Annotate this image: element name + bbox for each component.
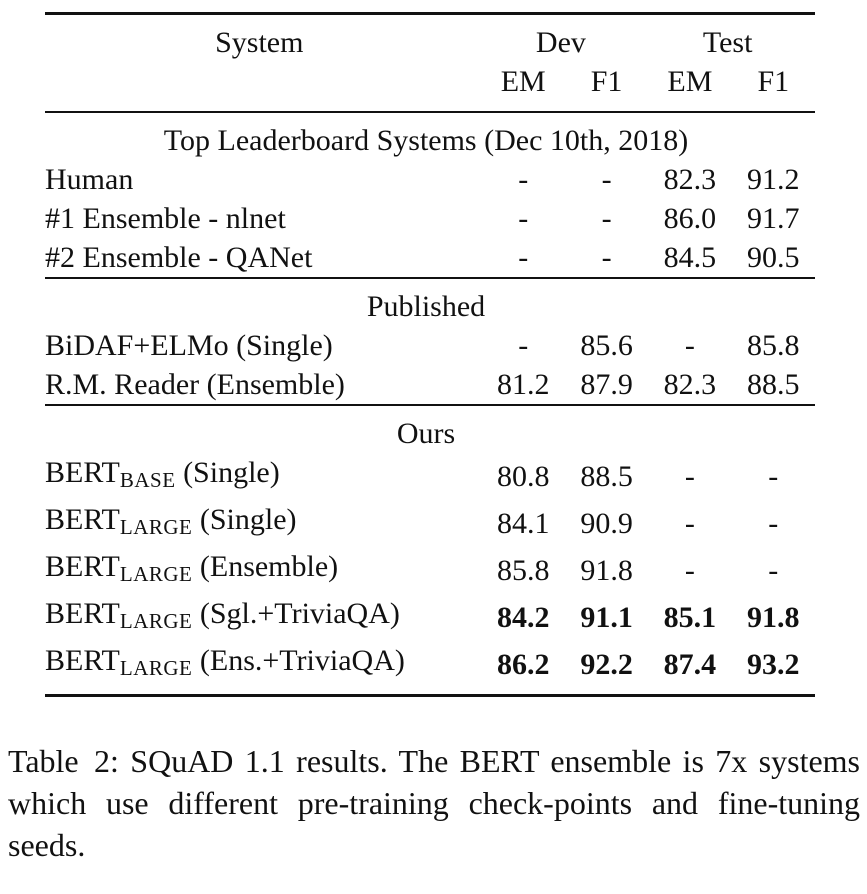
model-size-subscript: LARGE: [119, 609, 193, 633]
table-row: [45, 453, 815, 500]
system-name-cell: [45, 547, 482, 594]
section-header-row: [45, 278, 815, 326]
test-em-cell: 82.3: [663, 163, 717, 196]
table-caption: [8, 740, 860, 866]
test-f1-cell: -: [768, 507, 779, 540]
test-em-cell: -: [684, 554, 695, 587]
test-em-cell: 84.5: [663, 241, 717, 274]
system-variant: (Single): [192, 503, 297, 536]
header-row-2: [45, 62, 815, 112]
test-em-cell: 82.3: [663, 368, 717, 401]
system-variant: (Ens.+TriviaQA): [192, 644, 405, 677]
system-variant: (Ensemble): [192, 550, 339, 583]
system-name-cell: [45, 594, 482, 641]
table-row: [45, 326, 815, 365]
dev-em-cell: -: [518, 202, 529, 235]
model-size-subscript: BASE: [119, 468, 176, 492]
dev-em-cell: 84.1: [496, 507, 550, 540]
test-f1-cell: 88.5: [747, 368, 800, 401]
system-name: #1 Ensemble - nlnet: [45, 202, 286, 235]
test-em-cell: 86.0: [663, 202, 717, 235]
dev-em-cell: -: [518, 163, 529, 196]
dev-f1-cell: -: [601, 241, 612, 274]
table-row: [45, 365, 815, 405]
test-em-cell: -: [684, 460, 695, 493]
dev-f1-cell: -: [601, 163, 612, 196]
table-row: [45, 238, 815, 278]
test-f1-cell: -: [768, 554, 779, 587]
dev-em-cell: -: [518, 329, 529, 362]
system-name: BERT: [45, 597, 120, 630]
table-row: [45, 500, 815, 547]
test-f1-cell: 91.8: [747, 601, 800, 634]
dev-f1-cell: 90.9: [580, 507, 633, 540]
dev-em-cell: -: [518, 241, 529, 274]
test-f1-cell: 91.7: [747, 202, 800, 235]
test-f1-cell: 91.2: [747, 163, 800, 196]
results-table-container: [45, 12, 815, 697]
system-variant: (Sgl.+TriviaQA): [192, 597, 400, 630]
system-column-header: System: [215, 26, 304, 59]
system-subheader-empty: [45, 62, 482, 112]
test-em-cell: -: [684, 329, 695, 362]
system-name-cell: [45, 453, 482, 500]
dev-f1-cell: 88.5: [580, 460, 633, 493]
test-em-cell: -: [684, 507, 695, 540]
system-name: R.M. Reader (Ensemble): [45, 368, 345, 401]
dev-em-cell: 81.2: [496, 368, 550, 401]
caption-label: Table 2:: [8, 743, 119, 779]
system-name-cell: [45, 238, 482, 278]
dev-f1-cell: 92.2: [580, 648, 633, 681]
dev-column-group-header: Dev: [535, 26, 586, 59]
section-header-row: [45, 112, 815, 160]
test-f1-cell: -: [768, 460, 779, 493]
system-variant: (Single): [175, 456, 280, 489]
table-row: [45, 547, 815, 594]
dev-em-header: EM: [500, 65, 546, 98]
test-f1-cell: 90.5: [747, 241, 800, 274]
dev-f1-cell: 87.9: [580, 368, 633, 401]
dev-em-cell: 80.8: [496, 460, 550, 493]
system-name-cell: [45, 641, 482, 696]
test-em-header: EM: [667, 65, 713, 98]
section-title: Ours: [396, 417, 456, 450]
test-f1-header: F1: [757, 65, 790, 98]
test-em-cell: 87.4: [663, 648, 717, 681]
system-name-cell: [45, 365, 482, 405]
dev-f1-cell: 91.8: [580, 554, 633, 587]
system-name: Human: [45, 163, 134, 196]
model-size-subscript: LARGE: [119, 515, 193, 539]
model-size-subscript: LARGE: [119, 656, 193, 680]
caption-text: SQuAD 1.1 results. The BERT ensemble is 7x systems which use different pre-training check-points and fine-tuning seeds.: [8, 743, 861, 863]
section-title: Published: [366, 290, 486, 323]
model-size-subscript: LARGE: [119, 562, 193, 586]
dev-f1-cell: -: [601, 202, 612, 235]
dev-f1-cell: 85.6: [580, 329, 633, 362]
system-name: BERT: [45, 550, 120, 583]
test-f1-cell: 85.8: [747, 329, 800, 362]
test-column-group-header: Test: [702, 26, 753, 59]
test-f1-cell: 93.2: [747, 648, 800, 681]
system-name: BERT: [45, 456, 120, 489]
system-name-cell: [45, 500, 482, 547]
table-row: [45, 641, 815, 696]
dev-em-cell: 85.8: [496, 554, 550, 587]
table-row: [45, 594, 815, 641]
test-em-cell: 85.1: [663, 601, 717, 634]
header-row-1: [45, 14, 815, 63]
dev-em-cell: 84.2: [496, 601, 550, 634]
dev-f1-cell: 91.1: [580, 601, 633, 634]
system-name: BERT: [45, 644, 120, 677]
results-table-body: [45, 112, 815, 696]
system-name: BiDAF+ELMo (Single): [45, 329, 333, 362]
system-name: #2 Ensemble - QANet: [45, 241, 313, 274]
table-row: [45, 160, 815, 199]
system-name-cell: [45, 160, 482, 199]
section-title: Top Leaderboard Systems (Dec 10th, 2018): [163, 124, 689, 157]
system-name-cell: [45, 199, 482, 238]
system-name-cell: [45, 326, 482, 365]
section-header-row: [45, 405, 815, 453]
system-name: BERT: [45, 503, 120, 536]
table-row: [45, 199, 815, 238]
dev-em-cell: 86.2: [496, 648, 550, 681]
squad-results-table: [45, 12, 815, 697]
dev-f1-header: F1: [590, 65, 623, 98]
